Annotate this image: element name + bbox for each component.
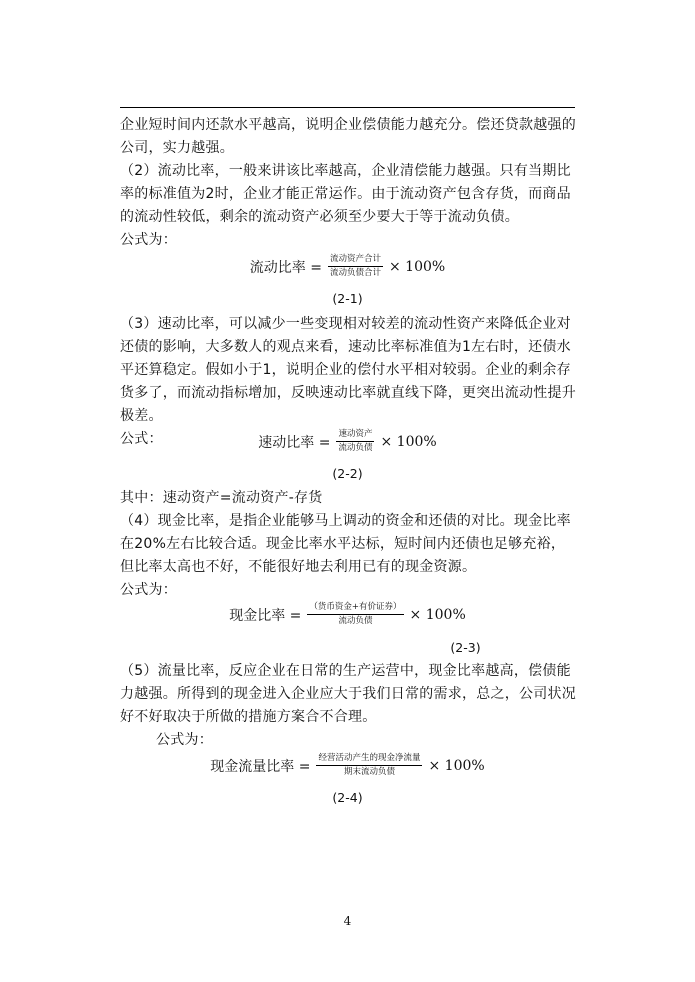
equation-rhs: × 100% (409, 606, 466, 623)
fraction-denominator: 流动负债合计 (329, 268, 381, 278)
paragraph-text: （5）流量比率，反应企业在日常的生产运营中，现金比率越高，偿债能力越强。所得到的现金进入企业应大于我们日常的需求，总之，公司状况好不好取决于所做的措施方案合不合理。 (120, 663, 576, 725)
equation-fraction (316, 753, 422, 778)
fraction-numerator: 流动资产合计 (328, 254, 383, 267)
paragraph-current-ratio (120, 160, 576, 252)
fraction-numerator: 速动资产 (336, 429, 374, 442)
equation-fraction (328, 254, 383, 279)
fraction-numerator: 经营活动产生的现金净流量 (316, 753, 422, 766)
equation-rhs: × 100% (428, 757, 485, 774)
equation-lhs: 流动比率 = (249, 259, 322, 276)
formula-intro: 公式为： (156, 732, 213, 748)
fraction-denominator: 流动负债 (338, 616, 373, 626)
equation-label: (2-1) (332, 291, 363, 306)
fraction-denominator: 期末流动负债 (343, 767, 395, 777)
equation-label: (2-2) (332, 466, 363, 481)
paragraph-text: 企业短时间内还款水平越高，说明企业偿债能力越充分。偿还贷款越强的公司，实力越强。 (120, 117, 576, 156)
equation-rhs: × 100% (380, 433, 437, 450)
equation-current-ratio (0, 254, 695, 279)
equation-quick-ratio (0, 429, 695, 454)
page-number: 4 (343, 914, 352, 928)
formula-intro: 公式： (120, 431, 163, 447)
paragraph-continuation (120, 114, 576, 160)
fraction-denominator: 流动负债 (338, 443, 373, 453)
formula-intro: 公式为： (120, 582, 177, 598)
paragraph-text: （3）速动比率，可以减少一些变现相对较差的流动性资产来降低企业对还债的影响，大多数人的观点来看，速动比率标准值为1左右时，还债水平还算稳定。假如小于1，说明企业的偿付水平相对较弱。企业的剩余存货多了，而流动指标增加，反映速动比率就直线下降，更突出流动性提升极差。 (120, 316, 576, 424)
equation-label: (2-3) (450, 640, 481, 655)
equation-cash-ratio (0, 602, 695, 627)
fraction-numerator: （货币资金+有价证券） (307, 602, 403, 615)
equation-rhs: × 100% (388, 258, 446, 275)
equation-lhs: 现金流量比率 = (210, 758, 311, 775)
header-rule (120, 107, 575, 108)
equation-lhs: 现金比率 = (229, 607, 302, 624)
paragraph-text: （2）流动比率，一般来讲该比率越高，企业清偿能力越强。只有当期比率的标准值为2时，企业才能正常运作。由于流动资产包含存货，而商品的流动性较低，剩余的流动资产必须至少要大于等于流动负债。 (120, 163, 571, 225)
equation-label: (2-4) (332, 790, 363, 805)
paragraph-text: （4）现金比率，是指企业能够马上调动的资金和还债的对比。现金比率在20%左右比较合适。现金比率水平达标，短时间内还债也足够充裕，但比率太高也不好，不能很好地去利用已有的现金资源。 (120, 513, 571, 575)
equation-cash-flow-ratio (0, 753, 695, 778)
paragraph-note: 其中：速动资产=流动资产-存货 (120, 490, 323, 506)
paragraph-flow-ratio (120, 660, 576, 752)
equation-lhs: 速动比率 = (258, 434, 331, 451)
paragraph-cash-ratio (120, 487, 576, 602)
equation-fraction (307, 602, 403, 627)
equation-fraction (336, 429, 374, 454)
formula-intro: 公式为： (120, 232, 177, 248)
